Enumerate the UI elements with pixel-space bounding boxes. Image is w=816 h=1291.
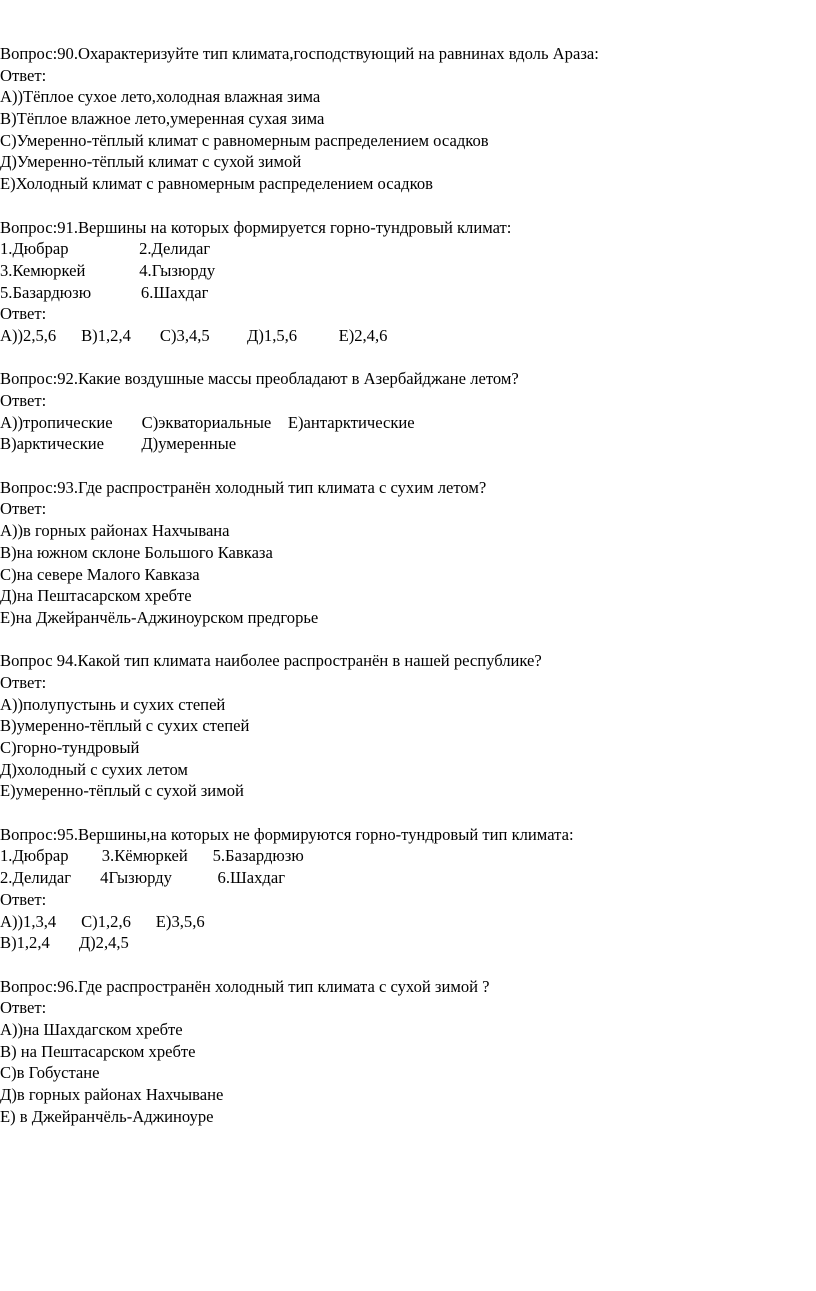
- answer-options-row: А))2,5,6 В)1,2,4 С)3,4,5 Д)1,5,6 Е)2,4,6: [0, 325, 388, 345]
- list-item: 1.Дюбрар 2.Делидаг: [0, 239, 211, 259]
- answer-option: Е)на Джейранчёль-Аджиноурском предгорье: [0, 607, 319, 627]
- question-text: Вопрос:93.Где распространён холодный тип климата с сухим летом?: [0, 477, 487, 497]
- answer-option: Д)в горных районах Нахчыване: [0, 1085, 224, 1104]
- answer-option: Е)Холодный климат с равномерным распределением осадков: [0, 174, 433, 194]
- list-item: 3.Кемюркей 4.Гызюрду: [0, 260, 216, 280]
- answer-option: Д)холодный с сухих летом: [0, 759, 188, 779]
- question-text: Вопрос:91.Вершины на которых формируется горно-тундровый климат:: [0, 217, 512, 237]
- answer-option: Д)на Пештасарском хребте: [0, 586, 192, 606]
- answer-label: Ответ:: [0, 499, 47, 519]
- answer-option: В)умеренно-тёплый с сухих степей: [0, 716, 250, 736]
- answer-label: Ответ:: [0, 391, 47, 410]
- answer-option: В) на Пештасарском хребте: [0, 1041, 196, 1061]
- list-item: 2.Делидаг 4Гызюрду 6.Шахдаг: [0, 868, 286, 888]
- answer-label: Ответ:: [0, 672, 47, 692]
- answer-option: Е)умеренно-тёплый с сухой зимой: [0, 781, 244, 801]
- question-93: [0, 477, 810, 629]
- question-91: [0, 217, 810, 347]
- answer-options-row: В)1,2,4 Д)2,4,5: [0, 933, 129, 953]
- answer-option: А))в горных районах Нахчывана: [0, 521, 230, 541]
- answer-option: А))на Шахдагском хребте: [0, 1019, 183, 1039]
- answer-options-row: А))1,3,4 С)1,2,6 Е)3,5,6: [0, 911, 205, 931]
- question-95: [0, 824, 810, 954]
- question-90: [0, 43, 810, 195]
- answer-option: А))Тёплое сухое лето,холодная влажная зима: [0, 87, 321, 107]
- answer-label: Ответ:: [0, 304, 47, 324]
- answer-options-row: В)арктические Д)умеренные: [0, 434, 237, 454]
- answer-option: Д)Умеренно-тёплый климат с сухой зимой: [0, 152, 302, 172]
- list-item: 1.Дюбрар 3.Кёмюркей 5.Базардюзю: [0, 846, 304, 866]
- question-text: Вопрос 94.Какой тип климата наиболее распространён в нашей республике?: [0, 651, 542, 671]
- answer-option: С)на севере Малого Кавказа: [0, 564, 200, 584]
- question-text: Вопрос:96.Где распространён холодный тип климата с сухой зимой ?: [0, 976, 490, 996]
- answer-option: Е) в Джейранчёль-Аджиноуре: [0, 1106, 214, 1126]
- list-item: 5.Базардюзю 6.Шахдаг: [0, 282, 209, 302]
- answer-option: А))полупустынь и сухих степей: [0, 694, 226, 714]
- answer-option: С)горно-тундровый: [0, 738, 140, 757]
- question-94: [0, 650, 810, 802]
- answer-label: Ответ:: [0, 998, 47, 1018]
- question-text: Вопрос:95.Вершины,на которых не формируются горно-тундровый тип климата:: [0, 824, 574, 844]
- question-text: Вопрос:92.Какие воздушные массы преобладают в Азербайджане летом?: [0, 369, 519, 389]
- question-text: Вопрос:90.Охарактеризуйте тип климата,господствующий на равнинах вдоль Араза:: [0, 44, 599, 63]
- answer-label: Ответ:: [0, 65, 47, 85]
- answer-option: В)на южном склоне Большого Кавказа: [0, 542, 273, 562]
- document-page: [0, 43, 810, 1149]
- answer-options-row: А))тропические С)экваториальные Е)антарктические: [0, 412, 415, 432]
- answer-option: С)Умеренно-тёплый климат с равномерным распределением осадков: [0, 130, 489, 150]
- question-92: [0, 368, 810, 455]
- answer-option: В)Тёплое влажное лето,умеренная сухая зима: [0, 109, 325, 129]
- answer-label: Ответ:: [0, 889, 47, 909]
- question-96: [0, 976, 810, 1128]
- answer-option: С)в Гобустане: [0, 1063, 100, 1083]
